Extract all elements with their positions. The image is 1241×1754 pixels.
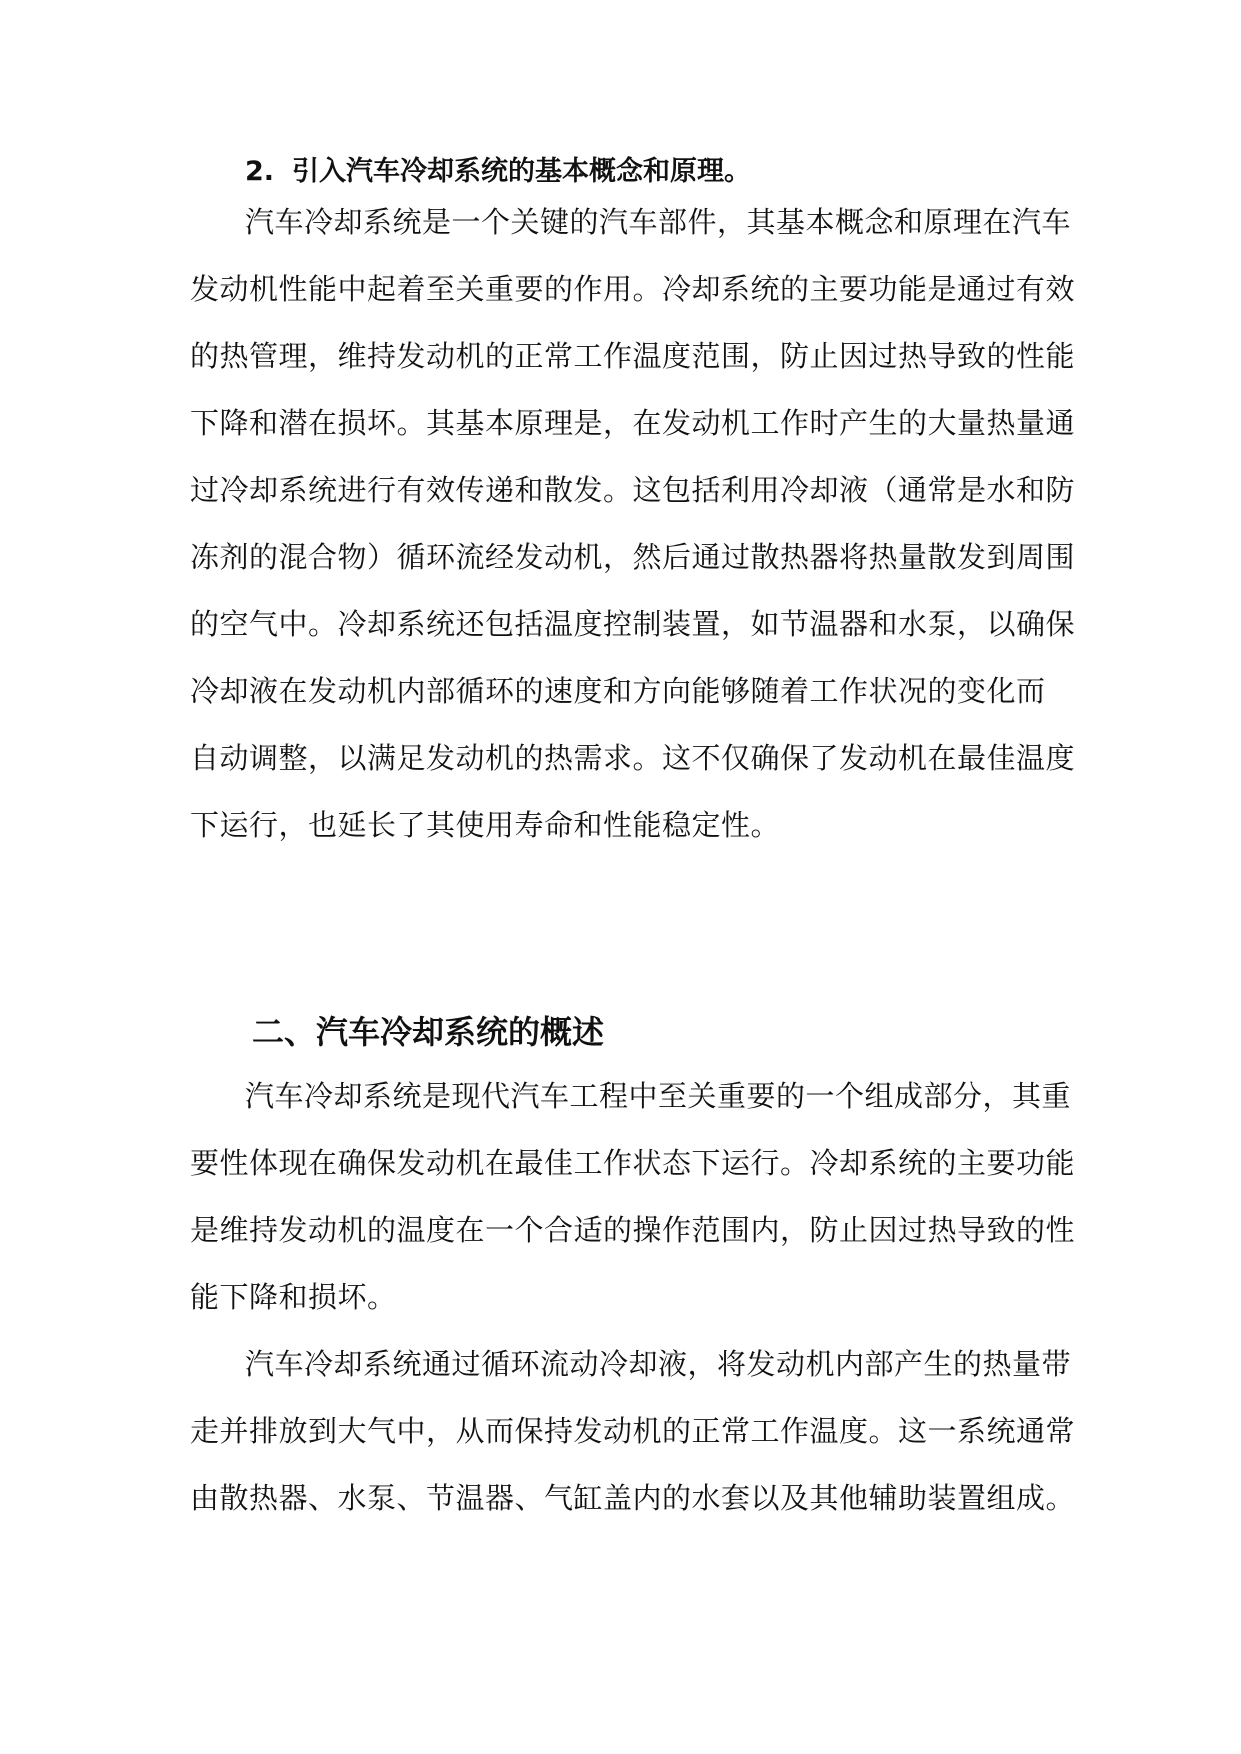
paragraph1-line: 自动调整，以满足发动机的热需求。这不仅确保了发动机在最佳温度	[190, 741, 1076, 775]
paragraph1-line: 冷却液在发动机内部循环的速度和方向能够随着工作状况的变化而	[190, 674, 1046, 708]
paragraph1-line: 汽车冷却系统是一个关键的汽车部件，其基本概念和原理在汽车	[245, 205, 1072, 239]
paragraph2-line: 能下降和损坏。	[190, 1280, 397, 1314]
paragraph1-line: 下运行，也延长了其使用寿命和性能稳定性。	[190, 808, 781, 842]
subsection-heading	[245, 152, 751, 192]
paragraph1-line: 下降和潜在损坏。其基本原理是，在发动机工作时产生的大量热量通	[190, 406, 1076, 440]
paragraph3-line: 由散热器、水泵、节温器、气缸盖内的水套以及其他辅助装置组成。	[190, 1481, 1076, 1515]
paragraph2-line: 是维持发动机的温度在一个合适的操作范围内，防止因过热导致的性	[190, 1213, 1076, 1247]
paragraph1-line: 过冷却系统进行有效传递和散发。这包括利用冷却液（通常是水和防	[190, 473, 1076, 507]
subsection-number: 2.	[245, 156, 275, 187]
section-title: 二、汽车冷却系统的概述	[252, 1013, 605, 1051]
subsection-title: 引入汽车冷却系统的基本概念和原理。	[292, 156, 752, 187]
paragraph2-line: 汽车冷却系统是现代汽车工程中至关重要的一个组成部分，其重	[245, 1079, 1072, 1113]
paragraph3-line: 走并排放到大气中，从而保持发动机的正常工作温度。这一系统通常	[190, 1414, 1076, 1448]
paragraph2-line: 要性体现在确保发动机在最佳工作状态下运行。冷却系统的主要功能	[190, 1146, 1076, 1180]
paragraph1-line: 的热管理，维持发动机的正常工作温度范围，防止因过热导致的性能	[190, 339, 1076, 373]
paragraph1-line: 发动机性能中起着至关重要的作用。冷却系统的主要功能是通过有效	[190, 272, 1076, 306]
paragraph1-line: 冻剂的混合物）循环流经发动机，然后通过散热器将热量散发到周围	[190, 540, 1076, 574]
paragraph3-line: 汽车冷却系统通过循环流动冷却液，将发动机内部产生的热量带	[245, 1347, 1072, 1381]
paragraph1-line: 的空气中。冷却系统还包括温度控制装置，如节温器和水泵，以确保	[190, 607, 1076, 641]
